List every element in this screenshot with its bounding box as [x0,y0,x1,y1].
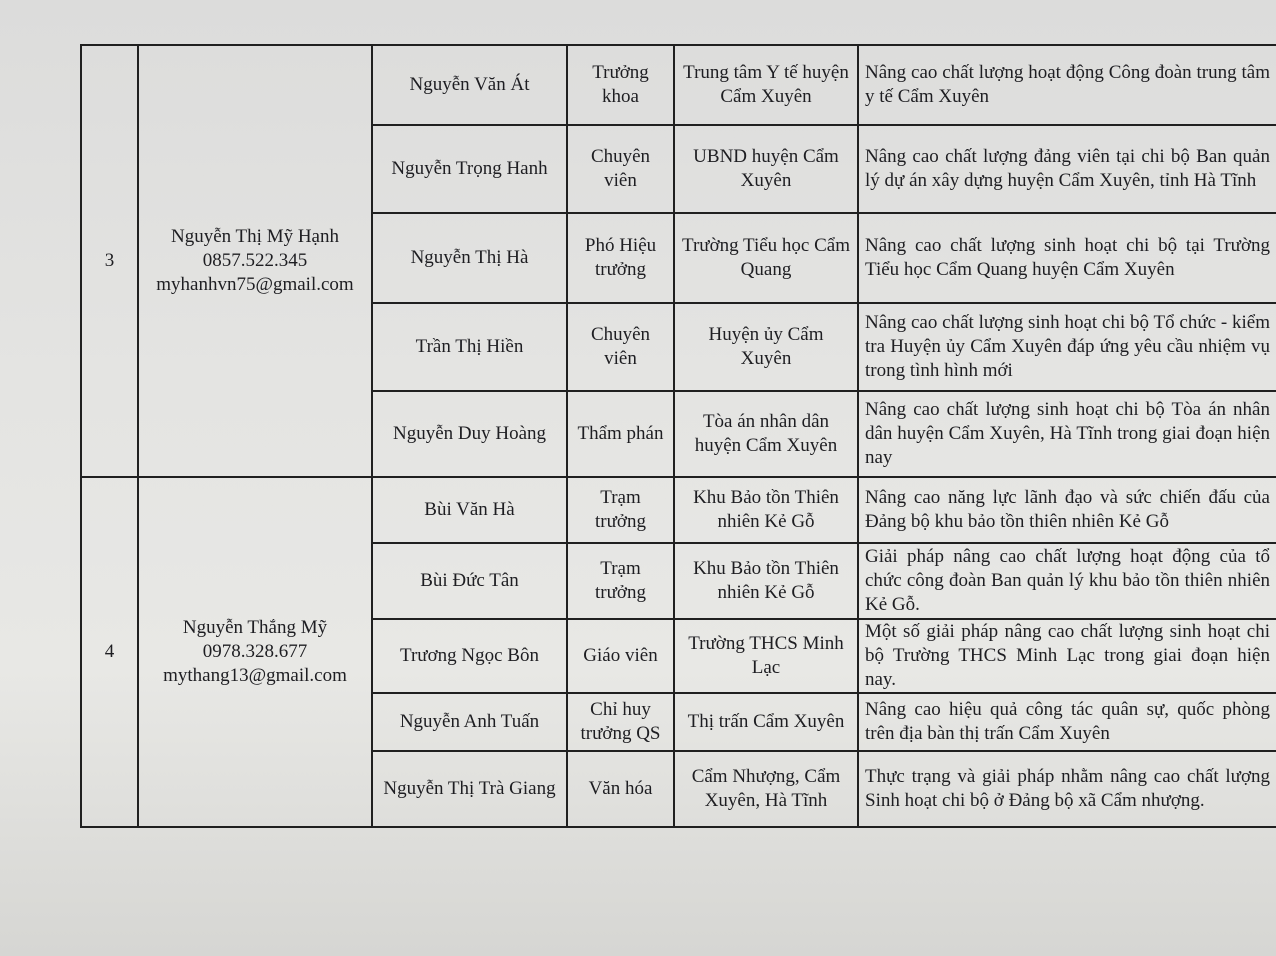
mentor-email: mythang13@gmail.com [163,665,347,686]
student-name: Bùi Văn Hà [372,477,567,543]
student-mentor-table [80,44,1276,828]
thesis-topic: Một số giải pháp nâng cao chất lượng sinh hoạt chi bộ Trường THCS Minh Lạc trong giai đoạn hiện nay. [858,619,1276,693]
student-name: Nguyễn Thị Trà Giang [372,751,567,827]
student-name: Trần Thị Hiền [372,303,567,391]
mentor-phone: 0978.328.677 [202,641,308,662]
thesis-topic: Nâng cao chất lượng sinh hoạt chi bộ Tòa án nhân dân huyện Cẩm Xuyên, Hà Tĩnh trong giai đoạn hiện nay [858,391,1276,477]
student-name: Bùi Đức Tân [372,543,567,619]
thesis-topic: Nâng cao chất lượng sinh hoạt chi bộ Tổ chức - kiểm tra Huyện ủy Cẩm Xuyên đáp ứng yêu cầu nhiệm vụ trong tình hình mới [858,303,1276,391]
group-number: 4 [81,477,138,827]
student-workplace: UBND huyện Cẩm Xuyên [674,125,858,213]
mentor-cell [138,45,372,477]
mentor-phone: 0857.522.345 [202,250,308,271]
student-name: Nguyễn Anh Tuấn [372,693,567,751]
table-row [81,45,1276,125]
student-position: Trạm trưởng [567,543,674,619]
student-workplace: Tòa án nhân dân huyện Cẩm Xuyên [674,391,858,477]
student-position: Giáo viên [567,619,674,693]
group-number: 3 [81,45,138,477]
student-position: Chỉ huy trưởng QS [567,693,674,751]
mentor-email: myhanhvn75@gmail.com [156,274,354,295]
mentor-name: Nguyễn Thắng Mỹ [182,617,328,638]
student-position: Chuyên viên [567,125,674,213]
student-workplace: Cẩm Nhượng, Cẩm Xuyên, Hà Tĩnh [674,751,858,827]
table-row [81,477,1276,543]
student-workplace: Khu Bảo tồn Thiên nhiên Kẻ Gỗ [674,477,858,543]
thesis-topic: Nâng cao năng lực lãnh đạo và sức chiến đấu của Đảng bộ khu bảo tồn thiên nhiên Kẻ Gỗ [858,477,1276,543]
student-position: Văn hóa [567,751,674,827]
mentor-name: Nguyễn Thị Mỹ Hạnh [171,226,339,247]
student-workplace: Trung tâm Y tế huyện Cẩm Xuyên [674,45,858,125]
student-position: Thẩm phán [567,391,674,477]
student-name: Nguyễn Thị Hà [372,213,567,303]
student-workplace: Trường Tiểu học Cẩm Quang [674,213,858,303]
student-workplace: Khu Bảo tồn Thiên nhiên Kẻ Gỗ [674,543,858,619]
student-name: Trương Ngọc Bôn [372,619,567,693]
student-position: Trạm trưởng [567,477,674,543]
thesis-topic: Nâng cao chất lượng sinh hoạt chi bộ tại Trường Tiểu học Cẩm Quang huyện Cẩm Xuyên [858,213,1276,303]
student-name: Nguyễn Văn Át [372,45,567,125]
thesis-topic: Nâng cao hiệu quả công tác quân sự, quốc phòng trên địa bàn thị trấn Cẩm Xuyên [858,693,1276,751]
student-position: Phó Hiệu trưởng [567,213,674,303]
student-name: Nguyễn Duy Hoàng [372,391,567,477]
thesis-topic: Thực trạng và giải pháp nhằm nâng cao chất lượng Sinh hoạt chi bộ ở Đảng bộ xã Cẩm nhượng. [858,751,1276,827]
student-workplace: Huyện ủy Cẩm Xuyên [674,303,858,391]
mentor-cell [138,477,372,827]
student-workplace: Trường THCS Minh Lạc [674,619,858,693]
student-workplace: Thị trấn Cẩm Xuyên [674,693,858,751]
student-position: Trưởng khoa [567,45,674,125]
thesis-topic: Nâng cao chất lượng đảng viên tại chi bộ Ban quản lý dự án xây dựng huyện Cẩm Xuyên, tỉnh Hà Tĩnh [858,125,1276,213]
thesis-topic: Giải pháp nâng cao chất lượng hoạt động của tổ chức công đoàn Ban quản lý khu bảo tồn thiên nhiên Kẻ Gỗ. [858,543,1276,619]
student-position: Chuyên viên [567,303,674,391]
student-name: Nguyễn Trọng Hanh [372,125,567,213]
thesis-topic: Nâng cao chất lượng hoạt động Công đoàn trung tâm y tế Cẩm Xuyên [858,45,1276,125]
